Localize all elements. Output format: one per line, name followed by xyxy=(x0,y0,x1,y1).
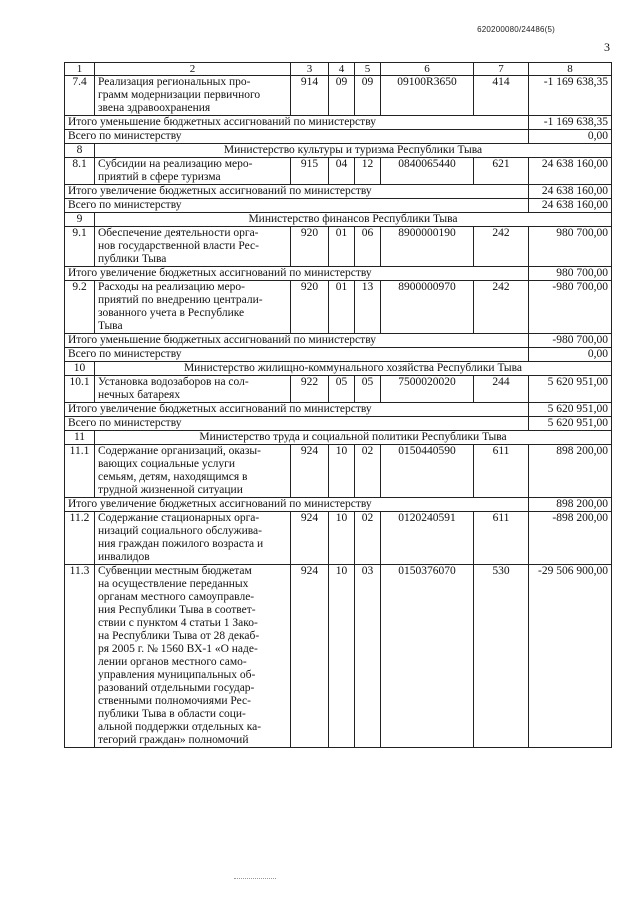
ministry-title: Министерство финансов Республики Тыва xyxy=(95,213,612,227)
table-row xyxy=(65,227,612,267)
ministry-header-row xyxy=(65,431,612,445)
target-article-code: 09100R3650 xyxy=(381,76,474,116)
description-line: альной поддержки отдельных ка- xyxy=(98,721,262,733)
target-article-code: 8900000970 xyxy=(381,281,474,334)
total-row xyxy=(65,334,612,348)
subsection-code: 03 xyxy=(355,565,381,748)
section-code: 10 xyxy=(329,565,355,748)
total-label: Всего по министерству xyxy=(65,199,529,213)
row-number: 11.2 xyxy=(65,512,95,565)
description-line: Тыва xyxy=(98,320,123,332)
ministry-header-row xyxy=(65,144,612,158)
description-line: разований отдельными государ- xyxy=(98,682,255,694)
row-number: 8.1 xyxy=(65,158,95,185)
description-line: Обеспечение деятельности орга- xyxy=(98,227,259,239)
total-label: Итого уменьшение бюджетных ассигнований по министерству xyxy=(65,334,529,348)
description-line: Расходы на реализацию меро- xyxy=(98,281,245,293)
expense-type-code: 242 xyxy=(474,227,529,267)
expense-description xyxy=(95,158,291,185)
page-number: 3 xyxy=(604,40,610,54)
table-row xyxy=(65,76,612,116)
row-number: 9.1 xyxy=(65,227,95,267)
row-number: 9.2 xyxy=(65,281,95,334)
total-label: Всего по министерству xyxy=(65,130,529,144)
total-amount: 5 620 951,00 xyxy=(529,403,612,417)
total-row xyxy=(65,199,612,213)
ministry-number: 11 xyxy=(65,431,95,445)
description-line: органам местного самоуправле- xyxy=(98,591,255,603)
description-line: Субсидии на реализацию меро- xyxy=(98,158,253,170)
description-line: публики Тыва в области соци- xyxy=(98,708,246,720)
expense-type-code: 244 xyxy=(474,376,529,403)
total-amount: 24 638 160,00 xyxy=(529,185,612,199)
description-line: лении органов местного само- xyxy=(98,656,247,668)
total-row xyxy=(65,348,612,362)
description-line: звена здравоохранения xyxy=(98,102,211,114)
column-number: 5 xyxy=(355,63,381,76)
expense-description xyxy=(95,227,291,267)
total-label: Итого увеличение бюджетных ассигнований по министерству xyxy=(65,498,529,512)
total-amount: 5 620 951,00 xyxy=(529,417,612,431)
row-number: 11.3 xyxy=(65,565,95,748)
description-line: низаций социального обслужива- xyxy=(98,525,262,537)
target-article-code: 8900000190 xyxy=(381,227,474,267)
section-code: 10 xyxy=(329,512,355,565)
row-number: 7.4 xyxy=(65,76,95,116)
section-code: 10 xyxy=(329,445,355,498)
total-amount: 0,00 xyxy=(529,348,612,362)
description-line: зованного учета в Республике xyxy=(98,307,245,319)
description-line: ния Республики Тыва в соответ- xyxy=(98,604,256,616)
description-line: Содержание организаций, оказы- xyxy=(98,445,261,457)
subsection-code: 06 xyxy=(355,227,381,267)
amount: -1 169 638,35 xyxy=(529,76,612,116)
description-line: ственными полномочиями Рес- xyxy=(98,695,251,707)
column-number: 6 xyxy=(381,63,474,76)
target-article-code: 0150376070 xyxy=(381,565,474,748)
total-amount: 980 700,00 xyxy=(529,267,612,281)
expense-description xyxy=(95,281,291,334)
department-code: 924 xyxy=(291,445,329,498)
expense-description xyxy=(95,445,291,498)
expense-description xyxy=(95,376,291,403)
section-code: 01 xyxy=(329,227,355,267)
description-line: управления муниципальных об- xyxy=(98,669,256,681)
description-line: Содержание стационарных орга- xyxy=(98,512,260,524)
ministry-title: Министерство труда и социальной политики Республики Тыва xyxy=(95,431,612,445)
description-line: семьям, детям, находящимся в xyxy=(98,471,248,483)
column-number: 7 xyxy=(474,63,529,76)
table-header-row xyxy=(65,63,612,76)
total-amount: -1 169 638,35 xyxy=(529,116,612,130)
subsection-code: 05 xyxy=(355,376,381,403)
amount: 980 700,00 xyxy=(529,227,612,267)
total-label: Итого увеличение бюджетных ассигнований по министерству xyxy=(65,185,529,199)
department-code: 914 xyxy=(291,76,329,116)
description-line: Реализация региональных про- xyxy=(98,76,251,88)
section-code: 04 xyxy=(329,158,355,185)
column-number: 2 xyxy=(95,63,291,76)
column-number: 4 xyxy=(329,63,355,76)
amount: -980 700,00 xyxy=(529,281,612,334)
description-line: ния граждан пожилого возраста и xyxy=(98,538,264,550)
description-line: трудной жизненной ситуации xyxy=(98,484,243,496)
total-row xyxy=(65,417,612,431)
expense-type-code: 530 xyxy=(474,565,529,748)
description-line: нечных батареях xyxy=(98,389,181,401)
expense-description xyxy=(95,76,291,116)
column-number: 3 xyxy=(291,63,329,76)
total-row xyxy=(65,267,612,281)
description-line: ствии с пунктом 4 статьи 1 Зако- xyxy=(98,617,258,629)
ministry-title: Министерство культуры и туризма Республики Тыва xyxy=(95,144,612,158)
description-line: Субвенции местным бюджетам xyxy=(98,565,252,577)
total-label: Итого увеличение бюджетных ассигнований по министерству xyxy=(65,403,529,417)
expense-type-code: 611 xyxy=(474,512,529,565)
amount: 898 200,00 xyxy=(529,445,612,498)
column-number: 1 xyxy=(65,63,95,76)
section-code: 01 xyxy=(329,281,355,334)
description-line: вающих социальные услуги xyxy=(98,458,236,470)
description-line: приятий по внедрению централи- xyxy=(98,294,263,306)
subsection-code: 12 xyxy=(355,158,381,185)
total-amount: 0,00 xyxy=(529,130,612,144)
row-number: 11.1 xyxy=(65,445,95,498)
description-line: тегорий граждан» полномочий xyxy=(98,734,249,746)
amount: 24 638 160,00 xyxy=(529,158,612,185)
ministry-header-row xyxy=(65,362,612,376)
expense-type-code: 611 xyxy=(474,445,529,498)
department-code: 922 xyxy=(291,376,329,403)
ministry-title: Министерство жилищно-коммунального хозяйства Республики Тыва xyxy=(95,362,612,376)
department-code: 920 xyxy=(291,227,329,267)
document-id: 620200080/24486(5) xyxy=(477,25,555,34)
table-row xyxy=(65,281,612,334)
total-row xyxy=(65,498,612,512)
subsection-code: 13 xyxy=(355,281,381,334)
amount: 5 620 951,00 xyxy=(529,376,612,403)
total-amount: -980 700,00 xyxy=(529,334,612,348)
table-row xyxy=(65,376,612,403)
table-row xyxy=(65,445,612,498)
amount: -29 506 900,00 xyxy=(529,565,612,748)
target-article-code: 0150440590 xyxy=(381,445,474,498)
table-row xyxy=(65,512,612,565)
expense-type-code: 621 xyxy=(474,158,529,185)
section-code: 05 xyxy=(329,376,355,403)
description-line: приятий в сфере туризма xyxy=(98,171,221,183)
expense-description xyxy=(95,512,291,565)
department-code: 924 xyxy=(291,512,329,565)
total-row xyxy=(65,403,612,417)
budget-table xyxy=(64,62,612,748)
total-label: Итого увеличение бюджетных ассигнований по министерству xyxy=(65,267,529,281)
total-amount: 898 200,00 xyxy=(529,498,612,512)
target-article-code: 7500020020 xyxy=(381,376,474,403)
total-row xyxy=(65,185,612,199)
target-article-code: 0840065440 xyxy=(381,158,474,185)
description-line: нов государственной власти Рес- xyxy=(98,240,259,252)
target-article-code: 0120240591 xyxy=(381,512,474,565)
description-line: Установка водозаборов на сол- xyxy=(98,376,249,388)
department-code: 920 xyxy=(291,281,329,334)
description-line: публики Тыва xyxy=(98,253,167,265)
table-row xyxy=(65,565,612,748)
ministry-number: 9 xyxy=(65,213,95,227)
ministry-number: 10 xyxy=(65,362,95,376)
department-code: 924 xyxy=(291,565,329,748)
department-code: 915 xyxy=(291,158,329,185)
subsection-code: 02 xyxy=(355,512,381,565)
subsection-code: 02 xyxy=(355,445,381,498)
description-line: грамм модернизации первичного xyxy=(98,89,261,101)
description-line: на осуществление переданных xyxy=(98,578,249,590)
expense-description xyxy=(95,565,291,748)
expense-type-code: 242 xyxy=(474,281,529,334)
total-amount: 24 638 160,00 xyxy=(529,199,612,213)
section-code: 09 xyxy=(329,76,355,116)
total-row xyxy=(65,130,612,144)
total-label: Итого уменьшение бюджетных ассигнований по министерству xyxy=(65,116,529,130)
row-number: 10.1 xyxy=(65,376,95,403)
ministry-number: 8 xyxy=(65,144,95,158)
ministry-header-row xyxy=(65,213,612,227)
table-row xyxy=(65,158,612,185)
total-label: Всего по министерству xyxy=(65,417,529,431)
total-row xyxy=(65,116,612,130)
description-line: инвалидов xyxy=(98,551,150,563)
description-line: на Республики Тыва от 28 декаб- xyxy=(98,630,260,642)
total-label: Всего по министерству xyxy=(65,348,529,362)
column-number: 8 xyxy=(529,63,612,76)
scan-mark xyxy=(234,878,276,880)
amount: -898 200,00 xyxy=(529,512,612,565)
description-line: ря 2005 г. № 1560 ВХ-1 «О наде- xyxy=(98,643,258,655)
expense-type-code: 414 xyxy=(474,76,529,116)
subsection-code: 09 xyxy=(355,76,381,116)
